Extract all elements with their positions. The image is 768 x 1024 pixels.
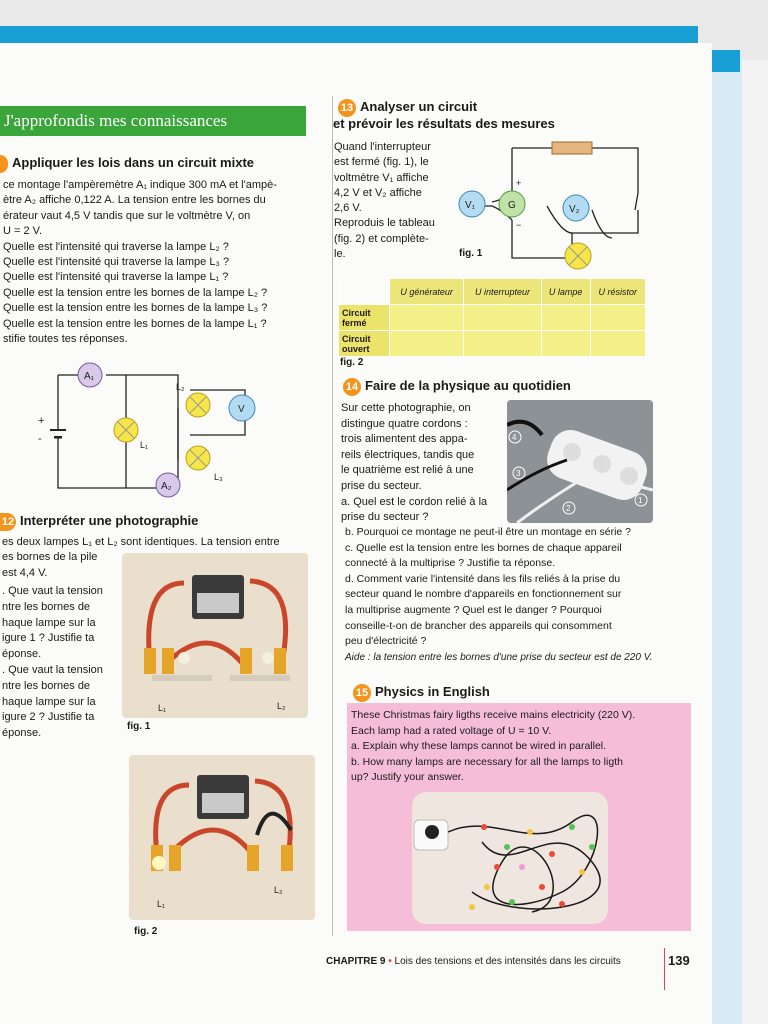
table-header-row xyxy=(339,279,646,305)
ex11-line: érateur vaut 4,5 V tandis que sur le voltmètre V, on xyxy=(3,209,251,222)
table-cell xyxy=(541,331,590,357)
ex14-line: distingue quatre cordons : xyxy=(341,417,468,430)
ex14-marker-1: 1 xyxy=(638,496,643,505)
table-row-header: Circuit ouvert xyxy=(339,331,390,357)
ex15-line: b. How many lamps are necessary for all the lamps to ligth xyxy=(351,755,623,768)
table-row xyxy=(339,305,646,331)
ex12-title: 12 Interpréter une photographie xyxy=(0,512,198,531)
ex14-line: la multiprise augmente ? Quel est le danger ? Pourquoi xyxy=(345,603,602,616)
table-cell xyxy=(390,331,464,357)
ex13-line: Quand l'interrupteur xyxy=(334,141,431,153)
ex13-line: 2,6 V. xyxy=(334,202,362,215)
ex14-line: reils électriques, tandis que xyxy=(341,448,475,461)
footer-chapter-title: Lois des tensions et des intensités dans les circuits xyxy=(394,956,621,967)
ex12-number-badge: 12 xyxy=(0,513,16,531)
ex14-line: le quatrième est relié à une xyxy=(341,464,474,477)
ex12-line: est 4,4 V. xyxy=(2,566,48,579)
ex13-plus-sign: + xyxy=(516,178,522,188)
table-cell xyxy=(464,331,542,357)
ex13-title-line2: et prévoir les résultats des mesures xyxy=(333,116,555,131)
page-edge-right xyxy=(712,50,742,1024)
ex11-title: Appliquer les lois dans un circuit mixte xyxy=(0,154,254,173)
ex14-line: b. Pourquoi ce montage ne peut-il être un montage en série ? xyxy=(345,526,632,538)
ex13-minus-sign: − xyxy=(516,220,522,230)
ex11-line: ce montage l'ampèremètre A₁ indique 300 mA et l'ampè- xyxy=(3,179,277,191)
ex11-line: Quelle est l'intensité qui traverse la lampe L₃ ? xyxy=(3,256,230,269)
ex11-line: Quelle est l'intensité qui traverse la lampe L₂ ? xyxy=(3,240,229,253)
ex12-line: igure 1 ? Justifie ta xyxy=(2,632,95,645)
ex12-line: ntre les bornes de xyxy=(2,600,91,613)
ex11-plus-sign: + xyxy=(38,415,45,427)
ex13-line: (fig. 2) et complète- xyxy=(334,232,429,245)
ex13-title: 13 Analyser un circuit xyxy=(338,98,477,117)
ex13-text xyxy=(334,140,449,262)
ex14-line: peu d'électricité ? xyxy=(345,635,427,648)
ex12-line: es bornes de la pile xyxy=(2,551,98,564)
ex14-aide: Aide : la tension entre les bornes d'une prise du secteur est de 220 V. xyxy=(345,651,653,663)
ex14-marker-2: 2 xyxy=(566,504,571,513)
ex12-photo-fig1 xyxy=(122,553,308,718)
ex12-line: haque lampe sur la xyxy=(2,695,96,708)
footer-separator xyxy=(664,948,665,990)
ex14-intro xyxy=(341,401,506,526)
ex13-v1-label: V₁ xyxy=(465,200,476,211)
ex11-circuit-diagram xyxy=(30,360,270,500)
ex13-fig1-caption: fig. 1 xyxy=(459,248,483,259)
ex14-line: conseille-t-on de brancher des appareils qui consomment xyxy=(345,619,612,632)
ex14-line: d. Comment varie l'intensité dans les fils reliés à la prise du xyxy=(345,572,621,585)
ex11-line: ètre A₂ affiche 0,122 A. La tension entre les bornes du xyxy=(3,194,266,207)
table-header-cell: U interrupteur xyxy=(464,279,542,305)
page-footer xyxy=(326,956,621,967)
ex14-line: trois alimentent des appa- xyxy=(341,433,468,446)
table-row xyxy=(339,331,646,357)
table-header-cell: U lampe xyxy=(541,279,590,305)
ex13-line: Reproduis le tableau xyxy=(334,217,435,230)
ex14-number-badge: 14 xyxy=(343,378,361,396)
footer-chapter: CHAPITRE 9 xyxy=(326,956,386,967)
ex11-minus-sign: - xyxy=(38,433,42,445)
ex14-line: prise du secteur ? xyxy=(341,511,429,524)
table-cell xyxy=(390,305,464,331)
ex15-line: These Christmas fairy ligths receive mains electricity (220 V). xyxy=(351,709,636,721)
ex15-text xyxy=(351,708,689,786)
ex11-v-label: V xyxy=(238,404,245,415)
ex13-number-badge: 13 xyxy=(338,99,356,117)
table-header-cell: U générateur xyxy=(390,279,464,305)
ex12-text-questions xyxy=(2,584,120,742)
table-cell xyxy=(464,305,542,331)
ex11-l1-label: L₁ xyxy=(140,440,149,450)
ex12-fig2-caption: fig. 2 xyxy=(134,926,158,937)
ex13-line: voltmètre V₁ affiche xyxy=(334,171,429,184)
ex12-fig2-l1: L₁ xyxy=(157,899,166,909)
ex11-line: Quelle est la tension entre les bornes de la lampe L₁ ? xyxy=(3,317,267,330)
ex12-line: éponse. xyxy=(2,727,42,740)
table-corner xyxy=(339,279,390,305)
ex14-title: 14 Faire de la physique au quotidien xyxy=(343,377,571,396)
ex12-line: ntre les bornes de xyxy=(2,679,91,692)
ex12-fig1-l1: L₁ xyxy=(158,703,167,713)
ex14-multiprise-photo xyxy=(507,400,653,523)
ex13-v2-label: V₂ xyxy=(569,204,580,215)
ex13-measure-table xyxy=(338,278,646,357)
footer-bullet: • xyxy=(388,956,392,967)
ex13-line: est fermé (fig. 1), le xyxy=(334,156,429,169)
table-cell xyxy=(590,331,645,357)
page-edge-far xyxy=(742,60,768,1024)
table-cell xyxy=(541,305,590,331)
ex12-fig1-caption: fig. 1 xyxy=(127,721,151,732)
ex14-marker-3: 3 xyxy=(516,469,521,478)
ex14-line: secteur quand le nombre d'appareils en fonctionnement sur xyxy=(345,588,622,601)
ex12-line: haque lampe sur la xyxy=(2,616,96,629)
ex12-fig1-l2: L₂ xyxy=(277,701,286,711)
ex12-fig2-l2: L₂ xyxy=(274,885,283,895)
ex14-line: c. Quelle est la tension entre les bornes de chaque appareil xyxy=(345,541,622,554)
ex12-photo-fig2 xyxy=(129,755,315,920)
column-divider xyxy=(332,96,333,936)
ex11-number-badge xyxy=(0,155,8,173)
ex15-number-badge: 15 xyxy=(353,684,371,702)
ex11-line: Quelle est la tension entre les bornes de la lampe L₃ ? xyxy=(3,302,268,315)
ex11-a1-label: A₁ xyxy=(84,371,95,382)
ex11-line: Quelle est la tension entre les bornes de la lampe L₂ ? xyxy=(3,286,268,299)
ex15-line: up? Justify your answer. xyxy=(351,771,464,784)
ex11-line: stifie toutes tes réponses. xyxy=(3,333,128,346)
ex11-line: U = 2 V. xyxy=(3,225,43,238)
table-cell xyxy=(590,305,645,331)
ex11-a2-label: A₂ xyxy=(161,481,172,492)
ex12-line: . Que vaut la tension xyxy=(2,585,103,597)
ex13-fig2-caption: fig. 2 xyxy=(340,357,364,368)
ex11-l2-label: L₂ xyxy=(176,382,185,392)
ex11-text xyxy=(3,178,303,347)
ex14-line: Sur cette photographie, on xyxy=(341,402,471,414)
ex12-line: igure 2 ? Justifie ta xyxy=(2,711,95,724)
ex14-line: connecté à la multiprise ? Justifie ta réponse. xyxy=(345,557,556,570)
ex14-marker-4: 4 xyxy=(512,433,517,442)
ex12-line: es deux lampes L₁ et L₂ sont identiques. La tension entre xyxy=(2,536,280,548)
ex15-line: a. Explain why these lamps cannot be wired in parallel. xyxy=(351,740,607,753)
page-number: 139 xyxy=(668,953,690,968)
ex13-line: 4,2 V et V₂ affiche xyxy=(334,186,422,199)
table-row-header: Circuit fermé xyxy=(339,305,390,331)
ex15-fairy-lights-photo xyxy=(412,792,608,924)
ex11-l3-label: L₃ xyxy=(214,472,223,482)
ex15-title: 15 Physics in English xyxy=(353,683,490,702)
ex14-questions xyxy=(345,525,665,665)
ex12-line: éponse. xyxy=(2,648,42,661)
ex13-g-label: G xyxy=(508,200,516,211)
ex13-line: le. xyxy=(334,248,346,261)
ex11-line: Quelle est l'intensité qui traverse la lampe L₁ ? xyxy=(3,271,229,284)
table-header-cell: U résistor xyxy=(590,279,645,305)
ex14-line: prise du secteur. xyxy=(341,479,422,492)
ex12-line: . Que vaut la tension xyxy=(2,663,103,676)
ex14-line: a. Quel est le cordon relié à la xyxy=(341,495,488,508)
section-header: J'approfondis mes connaissances xyxy=(0,106,306,136)
ex15-line: Each lamp had a rated voltage of U = 10 V. xyxy=(351,724,552,737)
